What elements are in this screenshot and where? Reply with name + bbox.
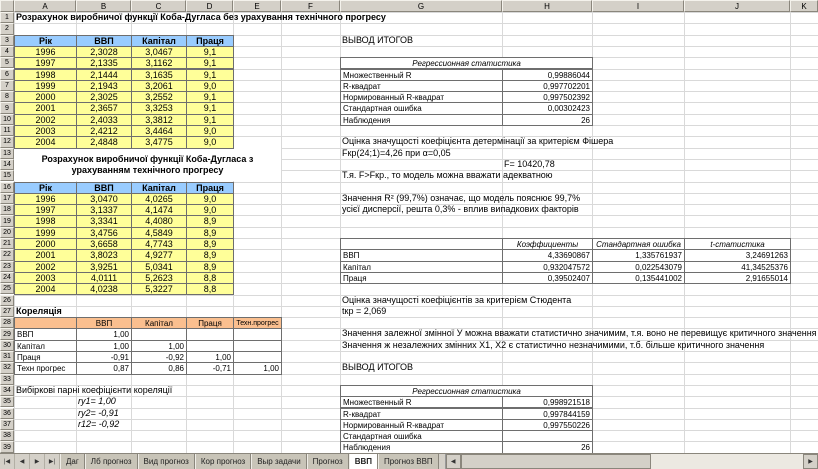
table2-value[interactable]: 4,0238 bbox=[76, 283, 132, 295]
stat-label[interactable]: Стандартная ошибка bbox=[340, 430, 503, 442]
table2-year[interactable]: 2003 bbox=[14, 272, 77, 284]
table2-year[interactable]: 1996 bbox=[14, 193, 77, 205]
table1-year[interactable]: 1999 bbox=[14, 80, 77, 92]
row-header-35[interactable]: 35 bbox=[0, 396, 14, 407]
row-header-8[interactable]: 8 bbox=[0, 91, 14, 102]
table1-value[interactable]: 2,3028 bbox=[76, 46, 132, 58]
table2-value[interactable]: 9,0 bbox=[186, 193, 234, 205]
correlation-row-label[interactable]: Техн прогрес bbox=[14, 362, 77, 374]
sheet-tabs bbox=[60, 454, 439, 469]
stat-value[interactable]: 26 bbox=[502, 114, 593, 126]
row-header-36[interactable]: 36 bbox=[0, 408, 14, 419]
stat-label[interactable]: Множественный R bbox=[340, 69, 503, 81]
tab-navigation bbox=[0, 454, 60, 469]
gridline bbox=[14, 23, 818, 24]
table1-header[interactable]: Капітал bbox=[131, 35, 187, 47]
correlation-header[interactable]: Праця bbox=[186, 317, 234, 329]
row-header-3[interactable]: 3 bbox=[0, 35, 14, 46]
regression-stats-title[interactable]: Регрессионная статистика bbox=[340, 385, 593, 397]
coef-value[interactable]: 4,33690867 bbox=[502, 249, 593, 261]
table1-value[interactable]: 9,1 bbox=[186, 91, 234, 103]
coef-value[interactable]: 1,335761937 bbox=[592, 249, 685, 261]
row-header-39[interactable]: 39 bbox=[0, 441, 14, 452]
table2-value[interactable]: 8,9 bbox=[186, 261, 234, 273]
sheet-title-1[interactable]: Розрахунок виробничої функції Коба-Дугласа без урахування технічного прогресу bbox=[16, 12, 386, 22]
scroll-right-icon[interactable]: ▶ bbox=[803, 454, 818, 469]
table1-year[interactable]: 1998 bbox=[14, 69, 77, 81]
table2-value[interactable]: 8,9 bbox=[186, 249, 234, 261]
correlation-value[interactable]: -0,91 bbox=[76, 351, 132, 363]
row-header-30[interactable]: 30 bbox=[0, 340, 14, 351]
table2-header[interactable]: Праця bbox=[186, 182, 234, 194]
table1-year[interactable]: 2001 bbox=[14, 102, 77, 114]
table2-value[interactable]: 8,8 bbox=[186, 272, 234, 284]
gridline bbox=[790, 12, 791, 453]
row-header-34[interactable]: 34 bbox=[0, 385, 14, 396]
pair-correlation-title[interactable]: Вибіркові парні коефіцієнти кореляції bbox=[16, 384, 173, 395]
note-significant[interactable]: Значення залежної змінної У можна вважати статистично значимим, т.я. воно не перевищує критичного значення bbox=[342, 328, 817, 339]
table1-value[interactable]: 9,0 bbox=[186, 136, 234, 148]
row-header-31[interactable]: 31 bbox=[0, 351, 14, 362]
correlation-value[interactable]: 1,00 bbox=[233, 362, 282, 374]
correlation-value[interactable]: 1,00 bbox=[186, 351, 234, 363]
coef-value[interactable]: 0,135441002 bbox=[592, 272, 685, 284]
stat-label[interactable]: Множественный R bbox=[340, 396, 503, 408]
next-sheet-button[interactable]: ▶ bbox=[30, 454, 45, 469]
row-header-14[interactable]: 14 bbox=[0, 159, 14, 170]
coef-value[interactable]: 0,932047572 bbox=[502, 261, 593, 273]
table2-value[interactable]: 4,1474 bbox=[131, 204, 187, 216]
table1-value[interactable]: 3,3812 bbox=[131, 114, 187, 126]
table1-value[interactable]: 2,1444 bbox=[76, 69, 132, 81]
note-insignificant[interactable]: Значення ж незалежних змінних Х1, Х2 є статистично незначимими, т.б. більше критичного значення bbox=[342, 339, 765, 350]
table1-value[interactable]: 2,3657 bbox=[76, 102, 132, 114]
sheet-tab-1[interactable]: Даг bbox=[60, 454, 85, 469]
horizontal-scrollbar[interactable] bbox=[445, 454, 818, 469]
table1-year[interactable]: 1996 bbox=[14, 46, 77, 58]
coef-value[interactable]: 0,39502407 bbox=[502, 272, 593, 284]
coef-value[interactable]: 2,91655014 bbox=[684, 272, 791, 284]
row-header-38[interactable]: 38 bbox=[0, 430, 14, 441]
regression-stats-title[interactable]: Регрессионная статистика bbox=[340, 57, 593, 69]
coef-label[interactable]: ВВП bbox=[340, 249, 503, 261]
note-f-critical[interactable]: Fкр(24;1)=4,26 при α=0,05 bbox=[342, 147, 451, 158]
col-header-J[interactable]: J bbox=[684, 0, 790, 12]
col-header-D[interactable]: D bbox=[186, 0, 233, 12]
stat-value[interactable]: 0,997550226 bbox=[502, 419, 593, 431]
table2-value[interactable]: 8,9 bbox=[186, 238, 234, 250]
table1-value[interactable]: 9,1 bbox=[186, 46, 234, 58]
coef-label[interactable]: Капітал bbox=[340, 261, 503, 273]
coef-label[interactable]: Праця bbox=[340, 272, 503, 284]
table1-year[interactable]: 2003 bbox=[14, 125, 77, 137]
row-header-20[interactable]: 20 bbox=[0, 227, 14, 238]
table2-header[interactable]: ВВП bbox=[76, 182, 132, 194]
sheet-tab-3[interactable]: Вид прогноз bbox=[138, 454, 195, 469]
row-header-24[interactable]: 24 bbox=[0, 272, 14, 283]
row-header-10[interactable]: 10 bbox=[0, 114, 14, 125]
row-header-12[interactable]: 12 bbox=[0, 136, 14, 147]
stat-value[interactable]: 0,997844159 bbox=[502, 408, 593, 420]
coef-value[interactable]: 3,24691263 bbox=[684, 249, 791, 261]
stat-label[interactable]: R-квадрат bbox=[340, 80, 503, 92]
table2-value[interactable]: 3,6658 bbox=[76, 238, 132, 250]
sheet-tab-4[interactable]: Кор прогноз bbox=[195, 454, 251, 469]
row-header-22[interactable]: 22 bbox=[0, 249, 14, 260]
note-student[interactable]: Оцінка значущості коефіцієнтів за критерієм Стюдента bbox=[342, 294, 572, 305]
table1-value[interactable]: 9,1 bbox=[186, 114, 234, 126]
col-header-F[interactable]: F bbox=[281, 0, 340, 12]
col-header-I[interactable]: I bbox=[592, 0, 684, 12]
gridline bbox=[684, 12, 685, 453]
table1-header[interactable]: Рік bbox=[14, 35, 77, 47]
table1-value[interactable]: 2,1335 bbox=[76, 57, 132, 69]
correlation-value[interactable]: 1,00 bbox=[76, 340, 132, 352]
table1-value[interactable]: 3,4464 bbox=[131, 125, 187, 137]
table2-value[interactable]: 8,9 bbox=[186, 227, 234, 239]
row-header-19[interactable]: 19 bbox=[0, 215, 14, 226]
table1-value[interactable]: 9,0 bbox=[186, 125, 234, 137]
table1-value[interactable]: 2,4212 bbox=[76, 125, 132, 137]
note-fisher[interactable]: Оцінка значущості коефіцієнта детермінації за критерієм Фішера bbox=[342, 136, 614, 147]
table2-value[interactable]: 8,8 bbox=[186, 283, 234, 295]
pair-correlation-value[interactable]: r12= -0,92 bbox=[78, 418, 120, 429]
table2-value[interactable]: 4,9277 bbox=[131, 249, 187, 261]
col-header-A[interactable]: A bbox=[14, 0, 76, 12]
table1-value[interactable]: 2,4033 bbox=[76, 114, 132, 126]
table1-value[interactable]: 3,4775 bbox=[131, 136, 187, 148]
table2-value[interactable]: 3,0470 bbox=[76, 193, 132, 205]
stat-value[interactable]: 0,99886044 bbox=[502, 69, 593, 81]
scroll-left-icon[interactable]: ◀ bbox=[446, 454, 461, 469]
sheet-tab-8[interactable]: Прогноз ВВП bbox=[378, 454, 439, 469]
correlation-value[interactable]: -0,92 bbox=[131, 351, 187, 363]
table2-value[interactable]: 4,7743 bbox=[131, 238, 187, 250]
stat-label[interactable]: Наблюдения bbox=[340, 441, 503, 453]
row-header-21[interactable]: 21 bbox=[0, 238, 14, 249]
table2-value[interactable]: 9,0 bbox=[186, 204, 234, 216]
correlation-header[interactable]: Капітал bbox=[131, 317, 187, 329]
table1-value[interactable]: 3,0467 bbox=[131, 46, 187, 58]
stat-value[interactable]: 0,00302423 bbox=[502, 102, 593, 114]
table2-value[interactable]: 3,1337 bbox=[76, 204, 132, 216]
correlation-value[interactable]: 1,00 bbox=[131, 340, 187, 352]
table2-header[interactable]: Капітал bbox=[131, 182, 187, 194]
table2-value[interactable]: 4,0111 bbox=[76, 272, 132, 284]
table1-value[interactable]: 3,3253 bbox=[131, 102, 187, 114]
row-header-15[interactable]: 15 bbox=[0, 170, 14, 181]
first-sheet-button[interactable]: |◀ bbox=[0, 454, 15, 469]
correlation-row-label[interactable]: Капітал bbox=[14, 340, 77, 352]
table1-value[interactable]: 3,2061 bbox=[131, 80, 187, 92]
note-r2-2[interactable]: усієї дисперсії, решта 0,3% - вплив випадкових факторів bbox=[342, 204, 579, 215]
table2-year[interactable]: 2004 bbox=[14, 283, 77, 295]
col-header-E[interactable]: E bbox=[233, 0, 281, 12]
row-header-37[interactable]: 37 bbox=[0, 419, 14, 430]
correlation-row-label[interactable]: Праця bbox=[14, 351, 77, 363]
stat-label[interactable]: Нормированный R-квадрат bbox=[340, 91, 503, 103]
row-header-6[interactable]: 6 bbox=[0, 69, 14, 80]
table2-year[interactable]: 2000 bbox=[14, 238, 77, 250]
table2-value[interactable]: 4,0265 bbox=[131, 193, 187, 205]
row-header-23[interactable]: 23 bbox=[0, 261, 14, 272]
stat-label[interactable]: Нормированный R-квадрат bbox=[340, 419, 503, 431]
col-header-C[interactable]: C bbox=[131, 0, 186, 12]
correlation-value[interactable]: -0,71 bbox=[186, 362, 234, 374]
row-header-33[interactable]: 33 bbox=[0, 374, 14, 385]
row-header-28[interactable]: 28 bbox=[0, 317, 14, 328]
stat-value[interactable]: 0,997702201 bbox=[502, 80, 593, 92]
row-header-5[interactable]: 5 bbox=[0, 57, 14, 68]
note-t-critical[interactable]: tкр = 2,069 bbox=[342, 305, 387, 316]
table1-value[interactable]: 9,1 bbox=[186, 102, 234, 114]
table1-year[interactable]: 2004 bbox=[14, 136, 77, 148]
stat-value[interactable]: 26 bbox=[502, 441, 593, 453]
row-header-25[interactable]: 25 bbox=[0, 283, 14, 294]
table2-value[interactable]: 5,2623 bbox=[131, 272, 187, 284]
row-header-7[interactable]: 7 bbox=[0, 80, 14, 91]
scrollbar-track[interactable] bbox=[651, 454, 803, 469]
row-header-13[interactable]: 13 bbox=[0, 148, 14, 159]
correlation-value[interactable]: 0,86 bbox=[131, 362, 187, 374]
coef-header[interactable]: t-статистика bbox=[684, 238, 791, 250]
table2-year[interactable]: 1997 bbox=[14, 204, 77, 216]
stat-value[interactable]: 0,998921518 bbox=[502, 396, 593, 408]
table1-year[interactable]: 2002 bbox=[14, 114, 77, 126]
row-header-16[interactable]: 16 bbox=[0, 182, 14, 193]
sheet-title-2[interactable]: Розрахунок виробничої функції Коба-Дугласа з урахуванням технічного прогресу bbox=[14, 148, 281, 182]
table1-header[interactable]: Праця bbox=[186, 35, 234, 47]
table2-year[interactable]: 2001 bbox=[14, 249, 77, 261]
note-r2-1[interactable]: Значення R² (99,7%) означає, що модель пояснює 99,7% bbox=[342, 192, 581, 203]
correlation-header[interactable]: Техн.прогрес bbox=[233, 317, 282, 329]
table1-value[interactable]: 9,1 bbox=[186, 57, 234, 69]
row-header-9[interactable]: 9 bbox=[0, 102, 14, 113]
row-header-2[interactable]: 2 bbox=[0, 23, 14, 34]
gridline bbox=[281, 12, 282, 453]
row-header-18[interactable]: 18 bbox=[0, 204, 14, 215]
table1-year[interactable]: 2000 bbox=[14, 91, 77, 103]
row-header-29[interactable]: 29 bbox=[0, 328, 14, 339]
table2-value[interactable]: 3,8023 bbox=[76, 249, 132, 261]
row-header-27[interactable]: 27 bbox=[0, 306, 14, 317]
table1-year[interactable]: 1997 bbox=[14, 57, 77, 69]
table1-value[interactable]: 2,4848 bbox=[76, 136, 132, 148]
row-header-1[interactable]: 1 bbox=[0, 12, 14, 23]
note-adequate[interactable]: Т.я. F>Fкр., то модель можна вважати адекватною bbox=[342, 170, 553, 181]
col-header-B[interactable]: B bbox=[76, 0, 131, 12]
coef-header[interactable]: Коэффициенты bbox=[502, 238, 593, 250]
table1-value[interactable]: 3,2552 bbox=[131, 91, 187, 103]
correlation-header[interactable]: ВВП bbox=[76, 317, 132, 329]
table2-value[interactable]: 8,9 bbox=[186, 215, 234, 227]
row-header-32[interactable]: 32 bbox=[0, 362, 14, 373]
select-all-corner[interactable] bbox=[0, 0, 14, 12]
note-f-value[interactable]: F= 10420,78 bbox=[504, 158, 555, 169]
col-header-G[interactable]: G bbox=[340, 0, 502, 12]
table1-value[interactable]: 2,1943 bbox=[76, 80, 132, 92]
table2-value[interactable]: 3,4756 bbox=[76, 227, 132, 239]
table2-year[interactable]: 1998 bbox=[14, 215, 77, 227]
table2-year[interactable]: 2002 bbox=[14, 261, 77, 273]
stat-label[interactable]: Наблюдения bbox=[340, 114, 503, 126]
table2-value[interactable]: 4,5849 bbox=[131, 227, 187, 239]
regression-output-title[interactable]: ВЫВОД ИТОГОВ bbox=[342, 362, 414, 373]
stat-label[interactable]: R-квадрат bbox=[340, 408, 503, 420]
stat-value[interactable]: 0,997502392 bbox=[502, 91, 593, 103]
table2-value[interactable]: 5,0341 bbox=[131, 261, 187, 273]
correlation-row-label[interactable]: ВВП bbox=[14, 328, 77, 340]
sheet-tab-2[interactable]: Лб прогноз bbox=[85, 454, 138, 469]
table2-value[interactable]: 3,3341 bbox=[76, 215, 132, 227]
table2-header[interactable]: Рік bbox=[14, 182, 77, 194]
sheet-tab-bar bbox=[0, 453, 818, 469]
sheet-tab-6[interactable]: Прогноз bbox=[307, 454, 349, 469]
row-header-17[interactable]: 17 bbox=[0, 193, 14, 204]
last-sheet-button[interactable]: ▶| bbox=[45, 454, 60, 469]
table2-value[interactable]: 5,3227 bbox=[131, 283, 187, 295]
row-header-4[interactable]: 4 bbox=[0, 46, 14, 57]
row-header-26[interactable]: 26 bbox=[0, 295, 14, 306]
pair-correlation-value[interactable]: rу1= 1,00 bbox=[78, 396, 116, 407]
pair-correlation-value[interactable]: rу2= -0,91 bbox=[78, 407, 119, 418]
row-header-11[interactable]: 11 bbox=[0, 125, 14, 136]
table1-value[interactable]: 3,1635 bbox=[131, 69, 187, 81]
correlation-value[interactable]: 0,87 bbox=[76, 362, 132, 374]
table1-value[interactable]: 2,3025 bbox=[76, 91, 132, 103]
correlation-title[interactable]: Кореляція bbox=[16, 305, 62, 316]
regression-output-title[interactable]: ВЫВОД ИТОГОВ bbox=[342, 34, 414, 45]
col-header-K[interactable]: K bbox=[790, 0, 818, 12]
coef-value[interactable]: 0,022543079 bbox=[592, 261, 685, 273]
table2-value[interactable]: 3,9251 bbox=[76, 261, 132, 273]
sheet-tab-7[interactable]: ВВП bbox=[349, 454, 378, 469]
table2-year[interactable]: 1999 bbox=[14, 227, 77, 239]
col-header-H[interactable]: H bbox=[502, 0, 592, 12]
stat-label[interactable]: Стандартная ошибка bbox=[340, 102, 503, 114]
table1-value[interactable]: 9,1 bbox=[186, 69, 234, 81]
table1-header[interactable]: ВВП bbox=[76, 35, 132, 47]
sheet-tab-5[interactable]: Выр задачи bbox=[251, 454, 306, 469]
table1-value[interactable]: 9,0 bbox=[186, 80, 234, 92]
scrollbar-thumb[interactable] bbox=[461, 454, 651, 469]
correlation-value[interactable]: 1,00 bbox=[76, 328, 132, 340]
table1-value[interactable]: 3,1162 bbox=[131, 57, 187, 69]
coef-value[interactable]: 41,34525376 bbox=[684, 261, 791, 273]
prev-sheet-button[interactable]: ◀ bbox=[15, 454, 30, 469]
table2-value[interactable]: 4,4080 bbox=[131, 215, 187, 227]
coef-header[interactable]: Стандартная ошибка bbox=[592, 238, 685, 250]
